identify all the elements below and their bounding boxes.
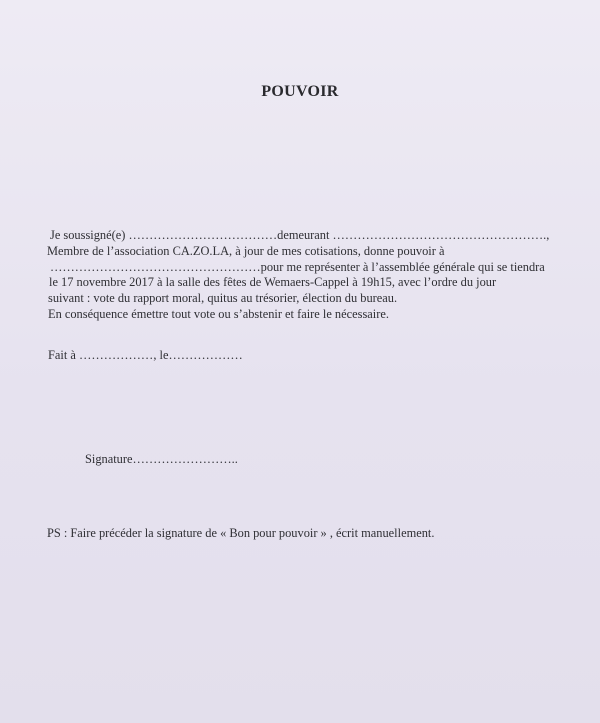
signature-line: Signature…………………….. [85, 452, 238, 466]
paragraph-line: suivant : vote du rapport moral, quitus au trésorier, élection du bureau. [48, 291, 398, 306]
place-date-line: Fait à ………………, le……………… [48, 348, 243, 362]
postscript-note: PS : Faire précéder la signature de « Bon pour pouvoir » , écrit manuellement. [47, 526, 435, 540]
paragraph-line: En conséquence émettre tout vote ou s’abstenir et faire le nécessaire. [48, 306, 389, 321]
paragraph-line: Membre de l’association CA.ZO.LA, à jour de mes cotisations, donne pouvoir à [47, 243, 445, 258]
paragraph-line: le 17 novembre 2017 à la salle des fêtes de Wemaers-Cappel à 19h15, avec l’ordre du jour [49, 275, 497, 290]
proxy-paragraph [47, 228, 567, 323]
document-title: POUVOIR [261, 83, 339, 100]
paragraph-line: ……………………………………………pour me représenter à l’assemblée générale qui se tiendra [50, 259, 545, 274]
paragraph-line: Je soussigné(e) ………………………………demeurant ……………………………………………., [50, 228, 550, 242]
